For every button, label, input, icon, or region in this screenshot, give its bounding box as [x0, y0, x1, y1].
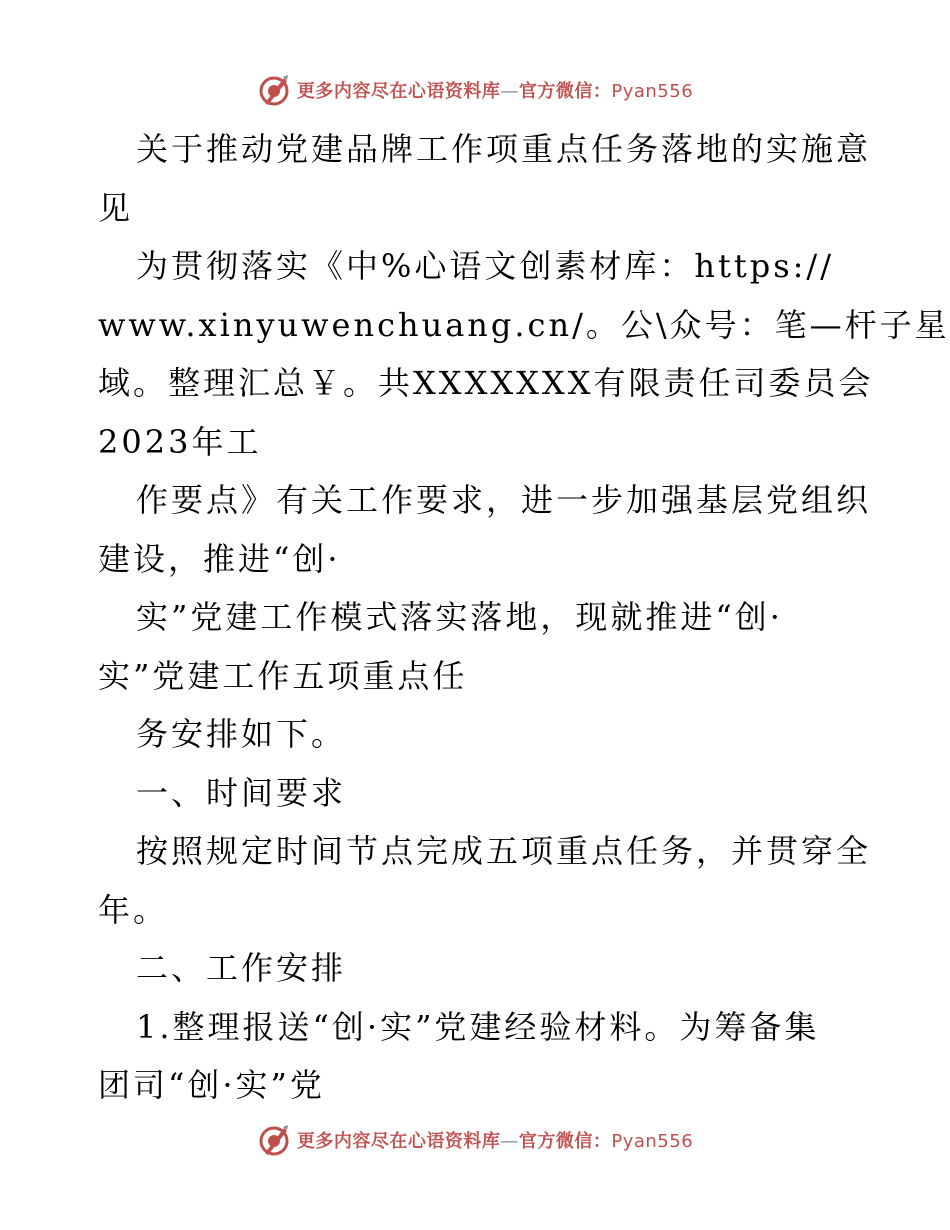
watermark-dash: — [500, 81, 519, 102]
doc-line-5: 域。整理汇总￥。共XXXXXXX有限责任司委员会 [98, 364, 874, 402]
watermark-text [297, 77, 693, 103]
doc-title-line-1: 关于推动党建品牌工作项重点任务落地的实施意 [136, 130, 872, 168]
doc-line-7: 作要点》有关工作要求，进一步加强基层党组织 [136, 481, 872, 519]
watermark-wechat-id: Pyan556 [611, 1131, 694, 1152]
doc-line-3: 为贯彻落实《中%心语文创素材库：https:// [136, 247, 834, 285]
watermark-text [297, 1127, 693, 1153]
watermark-main: 更多内容尽在心语资料库 [296, 1131, 501, 1152]
document-body [98, 120, 950, 1115]
watermark-main: 更多内容尽在心语资料库 [296, 81, 501, 102]
doc-line-16: 1.整理报送“创·实”党建经验材料。为筹备集 [136, 1007, 820, 1046]
header-watermark-banner [0, 70, 950, 110]
watermark-official: 官方微信： [518, 81, 612, 102]
watermark-dash: — [500, 1131, 519, 1152]
footer-watermark-banner [0, 1120, 950, 1160]
doc-line-10: 实”党建工作五项重点任 [98, 656, 468, 695]
doc-line-14: 年。 [98, 890, 169, 929]
watermark-official: 官方微信： [518, 1131, 612, 1152]
section-heading-2: 二、工作安排 [136, 949, 347, 987]
doc-line-13: 按照规定时间节点完成五项重点任务，并贯穿全 [136, 832, 872, 870]
doc-line-4: www.xinyuwenchuang.cn/。公\众号：笔—杆子星 [98, 305, 950, 344]
pen-logo-icon [257, 1123, 291, 1157]
doc-line-9: 实”党建工作模式落实落地，现就推进“创· [136, 598, 783, 636]
doc-line-8: 建设，推进“创· [98, 539, 341, 578]
doc-line-11: 务安排如下。 [136, 715, 347, 753]
pen-logo-icon [257, 73, 291, 107]
watermark-wechat-id: Pyan556 [611, 81, 694, 102]
doc-line-6: 2023年工 [98, 422, 262, 461]
doc-title-line-2: 见 [98, 188, 134, 227]
section-heading-1: 一、时间要求 [136, 773, 347, 812]
doc-line-17: 团司“创·实”党 [98, 1066, 325, 1104]
